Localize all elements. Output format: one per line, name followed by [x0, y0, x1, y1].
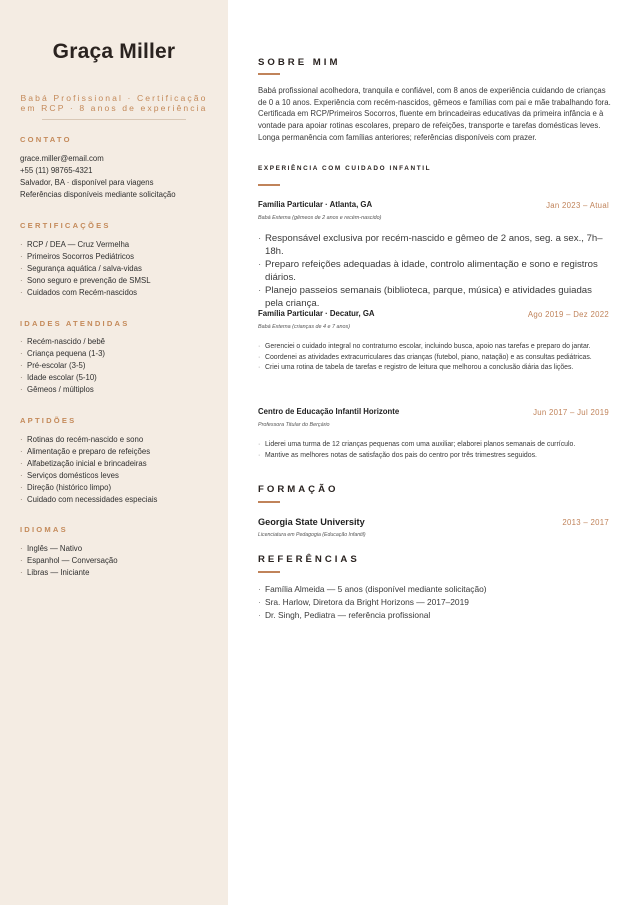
job-role: Babá Externa (gêmeos de 2 anos e recém-nascido)	[258, 215, 382, 221]
list-item: · Segurança aquática / salva-vidas	[20, 263, 220, 275]
list-item: · Cuidados com Recém-nascidos	[20, 287, 220, 299]
list-item: · Criança pequena (1-3)	[20, 348, 220, 360]
list-item: · Pré-escolar (3-5)	[20, 360, 220, 372]
section-divider	[258, 73, 280, 75]
list-item: · Coordenei as atividades extracurriculares das crianças (futebol, piano, natação) e as consultas pediátricas.	[258, 353, 610, 364]
contact-references: Referências disponíveis mediante solicitação	[20, 190, 176, 199]
education-heading: FORMAÇÃO	[258, 484, 339, 495]
job-bullets	[258, 233, 610, 310]
list-item: · Sra. Harlow, Diretora da Bright Horizons — 2017–2019	[258, 596, 618, 609]
references-list	[258, 583, 618, 621]
job-title: Família Particular · Decatur, GA	[258, 309, 375, 318]
main-content	[228, 0, 640, 905]
list-item: · Criei uma rotina de tabela de tarefas e registro de leitura que melhorou a conclusão diária das lições.	[258, 363, 610, 374]
contact-email: grace.miller@email.com	[20, 154, 104, 163]
section-divider	[258, 184, 280, 186]
list-item: · Responsável exclusiva por recém-nascido e gêmeo de 2 anos, seg. a sex., 7h–18h.	[258, 233, 610, 259]
contact-phone: +55 (11) 98765-4321	[20, 166, 93, 175]
list-item: · Cuidado com necessidades especiais	[20, 494, 220, 506]
contact-heading: CONTATO	[20, 135, 72, 144]
list-item: · Espanhol — Conversação	[20, 555, 220, 567]
languages-list	[20, 543, 220, 579]
list-item: · Sono seguro e prevenção de SMSL	[20, 275, 220, 287]
list-item: · Dr. Singh, Pediatra — referência profissional	[258, 609, 618, 622]
education-degree: Licenciatura em Pedagogia (Educação Infantil)	[258, 532, 366, 538]
languages-heading: IDIOMAS	[20, 525, 68, 534]
list-item: · Rotinas do recém-nascido e sono	[20, 434, 220, 446]
job-bullets	[258, 440, 610, 461]
list-item: · Gerenciei o cuidado integral no contraturno escolar, incluindo busca, apoio nas tarefas e preparo do jantar.	[258, 342, 610, 353]
job-bullets	[258, 342, 610, 374]
experience-heading: EXPERIÊNCIA COM CUIDADO INFANTIL	[258, 165, 432, 172]
candidate-tagline: Babá Profissional · Certificação em RCP · 8 anos de experiência	[20, 93, 208, 113]
job-date: Jan 2023 – Atual	[546, 201, 609, 210]
list-item: · Liderei uma turma de 12 crianças pequenas com uma auxiliar; elaborei planos semanais de currículo.	[258, 440, 610, 451]
tagline-divider	[42, 119, 186, 120]
ages-heading: IDADES ATENDIDAS	[20, 319, 130, 328]
list-item: · Inglês — Nativo	[20, 543, 220, 555]
certifications-heading: CERTIFICAÇÕES	[20, 221, 111, 230]
contact-location: Salvador, BA · disponível para viagens	[20, 178, 154, 187]
job-title: Família Particular · Atlanta, GA	[258, 200, 373, 209]
skills-list	[20, 434, 220, 506]
list-item: · Idade escolar (5-10)	[20, 372, 220, 384]
list-item: · Libras — Iniciante	[20, 567, 220, 579]
section-divider	[258, 571, 280, 573]
job-role: Babá Externa (crianças de 4 e 7 anos)	[258, 324, 350, 330]
list-item: · Família Almeida — 5 anos (disponível mediante solicitação)	[258, 583, 618, 596]
job-title: Centro de Educação Infantil Horizonte	[258, 407, 400, 416]
job-role: Professora Titular do Berçário	[258, 422, 330, 428]
list-item: · Alfabetização inicial e brincadeiras	[20, 458, 220, 470]
list-item: · Mantive as melhores notas de satisfação dos pais do centro por três trimestres seguidos.	[258, 451, 610, 462]
references-heading: REFERÊNCIAS	[258, 554, 360, 565]
list-item: · Primeiros Socorros Pediátricos	[20, 251, 220, 263]
sidebar	[0, 0, 228, 905]
contact-list	[20, 153, 220, 201]
education-school: Georgia State University	[258, 517, 365, 527]
list-item: · Recém-nascido / bebê	[20, 336, 220, 348]
list-item: · Direção (histórico limpo)	[20, 482, 220, 494]
list-item: · Preparo refeições adequadas à idade, controlo alimentação e sono e registros diários.	[258, 259, 610, 285]
list-item: · RCP / DEA — Cruz Vermelha	[20, 239, 220, 251]
section-divider	[258, 501, 280, 503]
job-date: Jun 2017 – Jul 2019	[533, 408, 609, 417]
about-text: Babá profissional acolhedora, tranquila e confiável, com 8 anos de experiência cuidando de crianças de 0 a 10 anos. Experiência com recém-nascidos, gêmeos e famílias com pai e mãe trabalhando fora. Certificada em RCP/Primeiros Socorros, fluente em brincadeiras educativas da primeira infância e à vontade para apoiar rotinas escolares, preparo de refeições, transporte e tarefas domésticas leves. Longa permanência com famílias anteriores; referências disponíveis com prazer.	[258, 86, 611, 142]
list-item: · Gêmeos / múltiplos	[20, 384, 220, 396]
job-date: Ago 2019 – Dez 2022	[527, 310, 609, 319]
skills-heading: APTIDÕES	[20, 416, 77, 425]
list-item: · Alimentação e preparo de refeições	[20, 446, 220, 458]
list-item: · Planejo passeios semanais (biblioteca, parque, música) e atividades guiadas pela criança.	[258, 285, 610, 311]
list-item: · Serviços domésticos leves	[20, 470, 220, 482]
certifications-list	[20, 239, 220, 299]
about-heading: SOBRE MIM	[258, 57, 341, 68]
candidate-name: Graça Miller	[52, 40, 176, 63]
education-date: 2013 – 2017	[562, 518, 609, 527]
ages-list	[20, 336, 220, 396]
